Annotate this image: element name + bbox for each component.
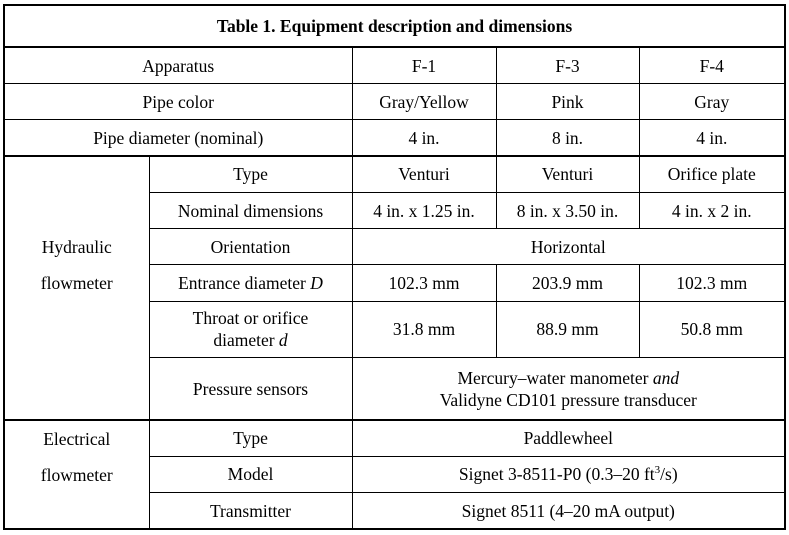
group-label-hydraulic [4, 156, 149, 420]
cell-electrical-type: Paddlewheel [352, 420, 785, 456]
cell-throat-diameter-f4: 50.8 mm [639, 301, 785, 357]
cell-nominal-dimensions-f1: 4 in. x 1.25 in. [352, 192, 496, 228]
model-value-pre: Signet 3-8511-P0 (0.3–20 ft [458, 464, 655, 485]
throat-diameter-symbol: d [278, 330, 288, 351]
row-label-transmitter: Transmitter [149, 493, 352, 529]
entrance-diameter-label-text: Entrance diameter [178, 273, 311, 294]
row-label-throat-diameter [149, 301, 352, 357]
equipment-table-container [3, 4, 784, 530]
group-label-electrical-line1: Electrical [43, 429, 111, 450]
pressure-sensors-line2: Validyne CD101 pressure transducer [439, 389, 697, 410]
row-label-entrance-diameter [149, 265, 352, 301]
throat-diameter-label-line1: Throat or orifice [192, 308, 309, 329]
cell-model [352, 456, 785, 492]
row-label-hydraulic-type: Type [149, 156, 352, 192]
cell-pipe-diameter-f3: 8 in. [496, 120, 639, 156]
table-row-electrical-type [4, 420, 785, 456]
cell-entrance-diameter-f1: 102.3 mm [352, 265, 496, 301]
table-row-pipe-diameter [4, 120, 785, 156]
col-header-f4: F-4 [639, 47, 785, 83]
cell-throat-diameter-f1: 31.8 mm [352, 301, 496, 357]
cell-hydraulic-type-f1: Venturi [352, 156, 496, 192]
cell-pipe-diameter-f1: 4 in. [352, 120, 496, 156]
row-label-apparatus: Apparatus [4, 47, 352, 83]
group-label-electrical [4, 420, 149, 529]
entrance-diameter-symbol: D [310, 273, 323, 294]
cell-hydraulic-type-f4: Orifice plate [639, 156, 785, 192]
row-label-pipe-diameter: Pipe diameter (nominal) [4, 120, 352, 156]
cell-entrance-diameter-f3: 203.9 mm [496, 265, 639, 301]
cell-pipe-color-f1: Gray/Yellow [352, 84, 496, 120]
group-label-hydraulic-line2: flowmeter [40, 273, 113, 294]
col-header-f1: F-1 [352, 47, 496, 83]
pressure-sensors-line1-em: and [652, 367, 680, 388]
cell-transmitter: Signet 8511 (4–20 mA output) [352, 493, 785, 529]
cell-orientation: Horizontal [352, 229, 785, 265]
cell-pipe-diameter-f4: 4 in. [639, 120, 785, 156]
equipment-table [3, 4, 786, 530]
row-label-electrical-type: Type [149, 420, 352, 456]
table-row-pipe-color [4, 84, 785, 120]
row-label-pipe-color: Pipe color [4, 84, 352, 120]
cell-nominal-dimensions-f3: 8 in. x 3.50 in. [496, 192, 639, 228]
cell-nominal-dimensions-f4: 4 in. x 2 in. [639, 192, 785, 228]
cell-throat-diameter-f3: 88.9 mm [496, 301, 639, 357]
row-label-pressure-sensors: Pressure sensors [149, 358, 352, 420]
cell-pipe-color-f4: Gray [639, 84, 785, 120]
model-value-post: /s) [660, 464, 678, 485]
group-label-hydraulic-line1: Hydraulic [41, 237, 112, 258]
table-row-apparatus [4, 47, 785, 83]
model-value-sup: 3 [654, 464, 661, 477]
row-label-orientation: Orientation [149, 229, 352, 265]
cell-pressure-sensors [352, 358, 785, 420]
row-label-nominal-dimensions: Nominal dimensions [149, 192, 352, 228]
cell-hydraulic-type-f3: Venturi [496, 156, 639, 192]
pressure-sensors-line1-text: Mercury–water manometer [457, 367, 653, 388]
table-title: Table 1. Equipment description and dimensions [4, 5, 785, 47]
col-header-f3: F-3 [496, 47, 639, 83]
group-label-electrical-line2: flowmeter [40, 465, 113, 486]
row-label-model: Model [149, 456, 352, 492]
throat-diameter-label-line2: diameter [213, 330, 279, 351]
cell-entrance-diameter-f4: 102.3 mm [639, 265, 785, 301]
table-row-hydraulic-type [4, 156, 785, 192]
cell-pipe-color-f3: Pink [496, 84, 639, 120]
